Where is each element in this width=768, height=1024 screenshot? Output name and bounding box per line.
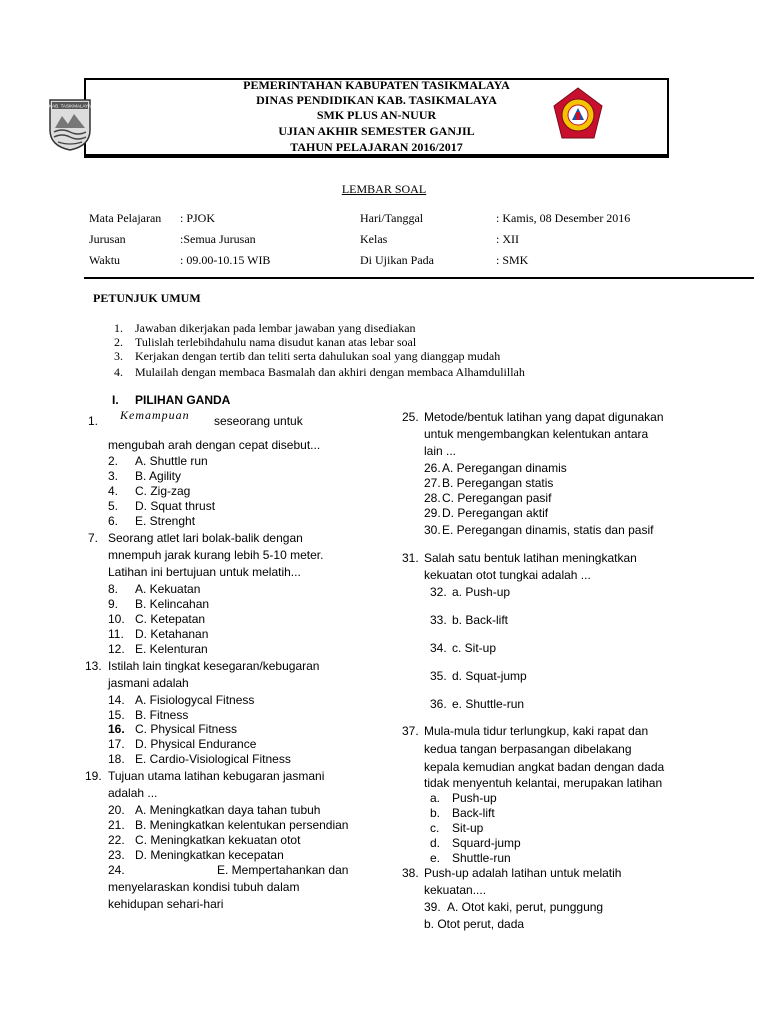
option-text: C. Physical Fitness bbox=[135, 722, 238, 736]
option-text: B. Fitness bbox=[135, 708, 189, 722]
question-7-line-3: Latihan ini bertujuan untuk melatih... bbox=[108, 565, 301, 579]
info-divider bbox=[84, 277, 754, 279]
option-num: 22. bbox=[108, 833, 125, 847]
question-19-line-2: adalah ... bbox=[108, 786, 158, 800]
info-label-kelas: Kelas bbox=[360, 232, 388, 246]
petunjuk-title: PETUNJUK UMUM bbox=[93, 291, 201, 305]
section-title: PILIHAN GANDA bbox=[135, 393, 231, 407]
option-num: 18. bbox=[108, 752, 125, 766]
question-38-line-1: Push-up adalah latihan untuk melatih bbox=[424, 866, 622, 880]
question-13-line-2: jasmani adalah bbox=[108, 676, 189, 690]
header-line-3: SMK PLUS AN-NUUR bbox=[316, 108, 437, 122]
question-7-line-1: Seorang atlet lari bolak-balik dengan bbox=[108, 531, 303, 545]
option-text: E. Kelenturan bbox=[135, 642, 208, 656]
option-num: 24. bbox=[108, 863, 125, 877]
logo-left-caption: KAB. TASIKMALAYA bbox=[49, 103, 91, 109]
question-13-line-1: Istilah lain tingkat kesegaran/kebugaran bbox=[108, 659, 320, 673]
question-25-line-1: Metode/bentuk latihan yang dapat digunakan bbox=[424, 410, 664, 424]
option-text: Back-lift bbox=[452, 806, 495, 820]
option-num: 34. bbox=[430, 641, 447, 655]
question-num-1: 1. bbox=[88, 414, 99, 428]
option-text: c. Sit-up bbox=[452, 641, 497, 655]
option-text: Sit-up bbox=[452, 821, 484, 835]
petunjuk-text-2: Tulislah terlebihdahulu nama disudut kanan atas lebar soal bbox=[135, 335, 417, 349]
question-num-37: 37. bbox=[402, 724, 419, 738]
info-value-hari-tanggal: : Kamis, 08 Desember 2016 bbox=[496, 211, 631, 225]
option-num: 29. bbox=[424, 506, 441, 520]
petunjuk-num-3: 3. bbox=[114, 349, 123, 363]
option-letter: a. bbox=[430, 791, 441, 805]
petunjuk-text-3: Kerjakan dengan tertib dan teliti serta dahulukan soal yang dianggap mudah bbox=[135, 349, 501, 363]
option-text: C. Zig-zag bbox=[135, 484, 191, 498]
info-label-mata-pelajaran: Mata Pelajaran bbox=[89, 211, 162, 225]
header-line-4: UJIAN AKHIR SEMESTER GANJIL bbox=[278, 124, 475, 138]
option-text: B. Kelincahan bbox=[135, 597, 210, 611]
option-num: 27. bbox=[424, 476, 441, 490]
question-19-line-1: Tujuan utama latihan kebugaran jasmani bbox=[108, 769, 325, 783]
option-text: C. Ketepatan bbox=[135, 612, 206, 626]
option-text: B. Agility bbox=[135, 469, 182, 483]
option-num: 30. bbox=[424, 523, 441, 537]
option-num: 9. bbox=[108, 597, 119, 611]
question-31-line-2: kekuatan otot tungkai adalah ... bbox=[424, 568, 591, 582]
question-37-line-1: Mula-mula tidur terlungkup, kaki rapat dan bbox=[424, 724, 649, 738]
option-num: 11. bbox=[108, 627, 124, 641]
option-text: B. Meningkatkan kelentukan persendian bbox=[135, 818, 349, 832]
option-num: 23. bbox=[108, 848, 125, 862]
option-text: A. Shuttle run bbox=[135, 454, 208, 468]
petunjuk-num-2: 2. bbox=[114, 335, 123, 349]
option-num: 10. bbox=[108, 612, 125, 626]
option-text: E. Peregangan dinamis, statis dan pasif bbox=[442, 523, 654, 537]
info-value-kelas: : XII bbox=[496, 232, 519, 246]
option-num: 8. bbox=[108, 582, 119, 596]
option-num: 28. bbox=[424, 491, 441, 505]
option-num: 15. bbox=[108, 708, 125, 722]
option-text: E. Strenght bbox=[135, 514, 196, 528]
option-num: 5. bbox=[108, 499, 119, 513]
option-text: D. Squat thrust bbox=[135, 499, 216, 513]
info-label-hari-tanggal: Hari/Tanggal bbox=[360, 211, 424, 225]
info-label-di-ujikan-pada: Di Ujikan Pada bbox=[360, 253, 434, 267]
question-37-line-3: kepala kemudian angkat badan dengan dada bbox=[424, 760, 665, 774]
question-38-line-2: kekuatan.... bbox=[424, 883, 487, 897]
option-num: 35. bbox=[430, 669, 447, 683]
option-num: 16. bbox=[108, 722, 125, 736]
option-num: 3. bbox=[108, 469, 119, 483]
option-continuation: kehidupan sehari-hari bbox=[108, 897, 224, 911]
question-1-text-b: mengubah arah dengan cepat disebut... bbox=[108, 438, 321, 452]
option-text: Squard-jump bbox=[452, 836, 521, 850]
option-text: A. Fisiologycal Fitness bbox=[135, 693, 255, 707]
option-text: C. Meningkatkan kekuatan otot bbox=[135, 833, 301, 847]
option-text: A. Peregangan dinamis bbox=[442, 461, 567, 475]
option-num: 2. bbox=[108, 454, 119, 468]
header-rule bbox=[84, 156, 669, 158]
option-text: B. Peregangan statis bbox=[442, 476, 554, 490]
option-num: 36. bbox=[430, 697, 447, 711]
option-letter: e. bbox=[430, 851, 441, 865]
question-num-31: 31. bbox=[402, 551, 419, 565]
smk-plus-an-nuur-logo bbox=[552, 86, 604, 142]
option-num: 20. bbox=[108, 803, 125, 817]
question-num-13: 13. bbox=[85, 659, 102, 673]
header-line-5: TAHUN PELAJARAN 2016/2017 bbox=[290, 140, 463, 154]
option-num: 26. bbox=[424, 461, 441, 475]
option-text: E. Cardio-Visiological Fitness bbox=[135, 752, 291, 766]
option-num: 14. bbox=[108, 693, 125, 707]
option-num: 6. bbox=[108, 514, 119, 528]
option-text: e. Shuttle-run bbox=[452, 697, 525, 711]
question-num-38: 38. bbox=[402, 866, 419, 880]
option-text: A. Meningkatkan daya tahan tubuh bbox=[135, 803, 321, 817]
question-num-25: 25. bbox=[402, 410, 419, 424]
question-37-line-2: kedua tangan berpasangan dibelakang bbox=[424, 742, 632, 756]
option-text: D. Physical Endurance bbox=[135, 737, 257, 751]
header-line-1: PEMERINTAHAN KABUPATEN TASIKMALAYA bbox=[243, 78, 510, 92]
option-num: 39. bbox=[424, 900, 441, 914]
sheet-title: LEMBAR SOAL bbox=[341, 182, 427, 196]
info-label-jurusan: Jurusan bbox=[89, 232, 126, 246]
question-num-19: 19. bbox=[85, 769, 102, 783]
option-text: d. Squat-jump bbox=[452, 669, 527, 683]
info-value-jurusan: :Semua Jurusan bbox=[180, 232, 256, 246]
option-text: A. Otot kaki, perut, punggung bbox=[447, 900, 604, 914]
question-37-line-4: tidak menyentuh kelantai, merupakan latihan bbox=[424, 776, 663, 790]
section-number: I. bbox=[112, 393, 119, 407]
header-line-2: DINAS PENDIDIKAN KAB. TASIKMALAYA bbox=[256, 93, 497, 107]
question-31-line-1: Salah satu bentuk latihan meningkatkan bbox=[424, 551, 637, 565]
option-num: 17. bbox=[108, 737, 125, 751]
question-num-7: 7. bbox=[88, 531, 99, 545]
info-label-waktu: Waktu bbox=[89, 253, 121, 267]
question-25-line-2: untuk mengembangkan kelentukan antara bbox=[424, 427, 649, 441]
petunjuk-num-4: 4. bbox=[114, 365, 123, 379]
option-text: b. Otot perut, dada bbox=[424, 917, 525, 931]
option-text: Shuttle-run bbox=[452, 851, 511, 865]
option-text: D. Meningkatkan kecepatan bbox=[135, 848, 284, 862]
option-text: D. Ketahanan bbox=[135, 627, 209, 641]
option-text: C. Peregangan pasif bbox=[442, 491, 552, 505]
question-25-line-3: lain ... bbox=[424, 444, 457, 458]
petunjuk-text-4: Mulailah dengan membaca Basmalah dan akhiri dengan membaca Alhamdulillah bbox=[135, 365, 525, 379]
option-num: 32. bbox=[430, 585, 447, 599]
option-text: D. Peregangan aktif bbox=[442, 506, 549, 520]
option-num: 4. bbox=[108, 484, 119, 498]
petunjuk-text-1: Jawaban dikerjakan pada lembar jawaban yang disediakan bbox=[135, 321, 416, 335]
option-text: Push-up bbox=[452, 791, 497, 805]
option-letter: d. bbox=[430, 836, 441, 850]
question-1-text-a: seseorang untuk bbox=[214, 414, 303, 428]
petunjuk-num-1: 1. bbox=[114, 321, 123, 335]
option-num: 33. bbox=[430, 613, 447, 627]
info-value-waktu: : 09.00-10.15 WIB bbox=[180, 253, 271, 267]
option-text: A. Kekuatan bbox=[135, 582, 201, 596]
question-1-keyword: Kemampuan bbox=[120, 408, 190, 422]
option-text: a. Push-up bbox=[452, 585, 511, 599]
option-num: 12. bbox=[108, 642, 125, 656]
option-letter: b. bbox=[430, 806, 441, 820]
option-continuation: menyelaraskan kondisi tubuh dalam bbox=[108, 880, 300, 894]
info-value-di-ujikan-pada: : SMK bbox=[496, 253, 529, 267]
info-value-mata-pelajaran: : PJOK bbox=[180, 211, 216, 225]
option-num: 21. bbox=[108, 818, 125, 832]
option-text: b. Back-lift bbox=[452, 613, 509, 627]
option-text: E. Mempertahankan dan bbox=[217, 863, 349, 877]
option-letter: c. bbox=[430, 821, 440, 835]
question-7-line-2: mnempuh jarak kurang lebih 5-10 meter. bbox=[108, 548, 324, 562]
